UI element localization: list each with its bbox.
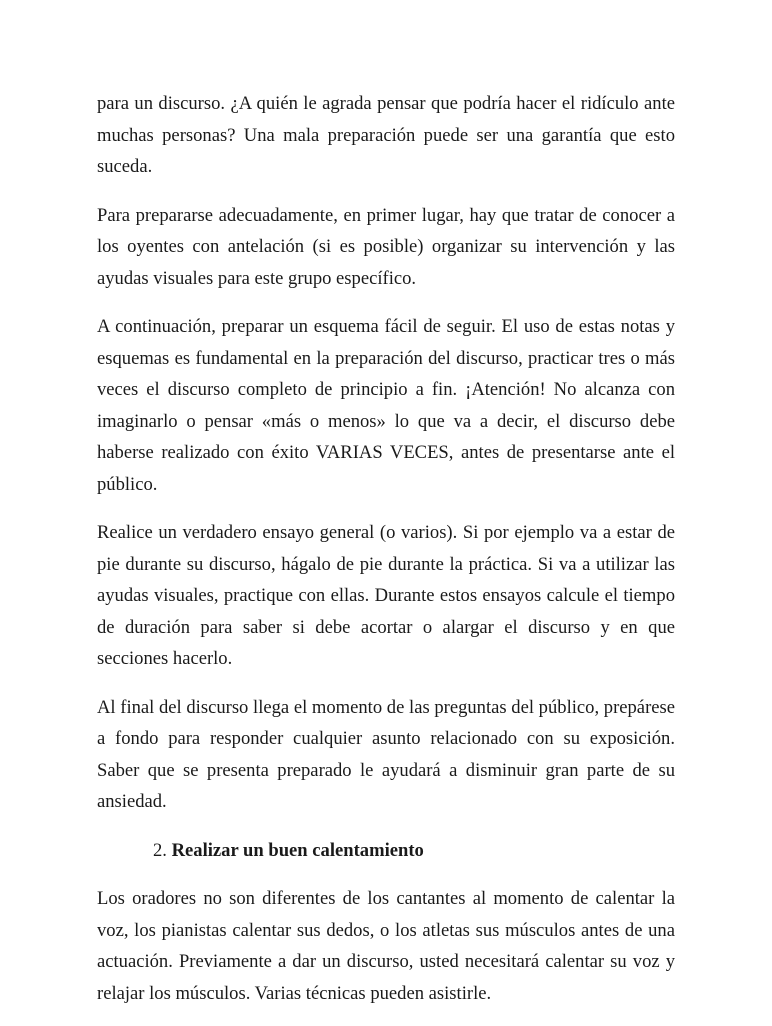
section-title: Realizar un buen calentamiento xyxy=(171,839,424,861)
paragraph-esquema: A continuación, preparar un esquema fácil de seguir. El uso de estas notas y esquemas es fundamental en la preparación del discurso, practicar tres o más veces el discurso completo de principio a fin. ¡Atención! No alcanza con imaginarlo o pensar «más o menos» lo que va a decir, el discurso debe haberse realizado con éxito VARIAS VECES, antes de presentarse ante el público. xyxy=(97,316,675,495)
paragraph-preguntas: Al final del discurso llega el momento de las preguntas del público, prepárese a fondo para responder cualquier asunto relacionado con su exposición. Saber que se presenta preparado le ayudará a disminuir gran parte de su ansiedad. xyxy=(97,696,675,812)
paragraph-preparacion: Para prepararse adecuadamente, en primer lugar, hay que tratar de conocer a los oyentes con antelación (si es posible) organizar su intervención y las ayudas visuales para este grupo específico. xyxy=(97,204,675,289)
paragraph-calentamiento: Los oradores no son diferentes de los cantantes al momento de calentar la voz, los pianistas calentar sus dedos, o los atletas sus músculos antes de una actuación. Previamente a dar un discurso, usted necesitará calentar su voz y relajar los músculos. Varias técnicas pueden asistirle. xyxy=(97,888,675,1004)
paragraph-discurso-intro: para un discurso. ¿A quién le agrada pensar que podría hacer el ridículo ante muchas personas? Una mala preparación puede ser una garantía que esto suceda. xyxy=(97,93,675,177)
paragraph-ensayo: Realice un verdadero ensayo general (o varios). Si por ejemplo va a estar de pie durante su discurso, hágalo de pie durante la práctica. Si va a utilizar las ayudas visuales, practique con ellas. Durante estos ensayos calcule el tiempo de duración para saber si debe acortar o alargar el discurso y en que secciones hacerlo. xyxy=(97,522,675,669)
section-heading xyxy=(153,835,675,867)
document-page xyxy=(97,88,675,1026)
section-number: 2. xyxy=(153,839,167,861)
